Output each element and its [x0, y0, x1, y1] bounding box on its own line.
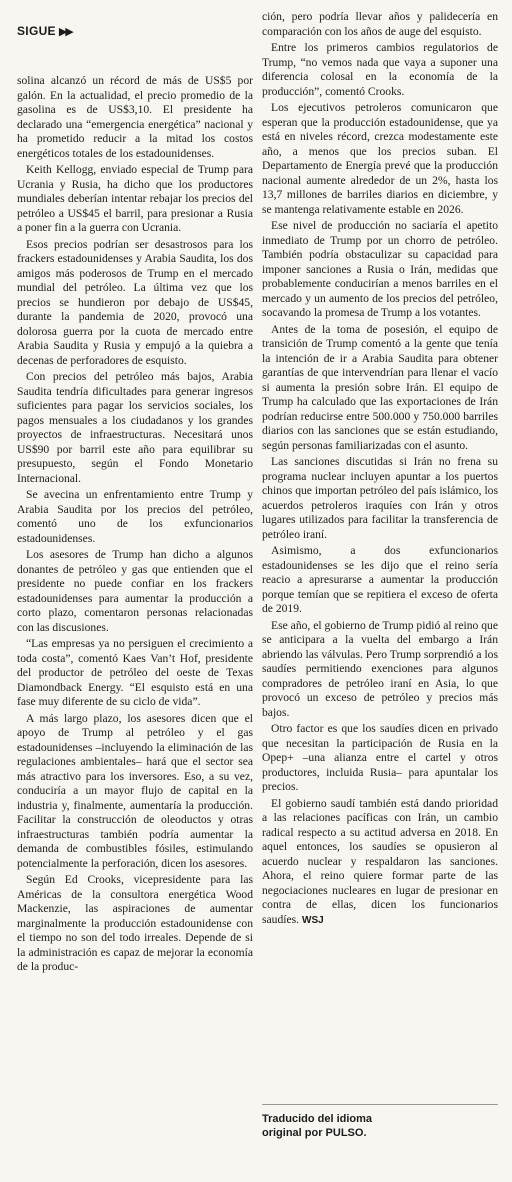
article-paragraph-text: El gobierno saudí también está dando prioridad a las relaciones pacíficas con Irán, un cambio radical respecto a su actitud adversa en 2018. En aquel entonces, los saudíes se opusieron al acuerdo nuclear y respaldaron las sanciones. Ahora, el reino quiere formar parte de las negociaciones nucleares en lugar de presionar en contra de ellas, dicen los funcionarios saudíes. — [262, 796, 498, 926]
article-paragraph: A más largo plazo, los asesores dicen que el apoyo de Trump al petróleo y el gas estadounidenses –incluyendo la eliminación de las regulaciones ambientales– hará que el sector sea más atractivo para los inversores. Eso, a su vez, conduciría a un mayor flujo de capital en la industria y, finalmente, aumentaría la producción. Facilitar la construcción de oleoductos y otras infraestructuras también podría aumentar la demanda de combustibles fósiles, estimulando potencialmente la perforación, dicen los asesores. — [17, 711, 253, 870]
article-paragraph: Ese año, el gobierno de Trump pidió al reino que se anticipara a la vuelta del embargo a Irán abriendo las válvulas. Pero Trump sorprendió a los saudíes permitiendo exenciones para algunos compradores de petróleo iraní en Asia, lo que provocó un exceso de petróleo y precios más bajos. — [262, 618, 498, 719]
article-paragraph: Los asesores de Trump han dicho a algunos donantes de petróleo y gas que entienden que el presidente no puede confiar en los frackers estadounidenses para aumentar la producción a corto plazo, comentaron personas relacionadas con las discusiones. — [17, 548, 253, 634]
article-paragraph: Entre los primeros cambios regulatorios de Trump, “no vemos nada que vaya a suponer una diferencia colosal en la economía de la producción”, comentó Crooks. — [262, 41, 498, 98]
article-column-left — [17, 74, 253, 977]
article-paragraph: Keith Kellogg, enviado especial de Trump para Ucrania y Rusia, ha dicho que los productores mundiales deberían intentar rebajar los precios del petróleo a US$45 el barril, para presionar a Rusia a poner fin a la guerra con Ucrania. — [17, 163, 253, 234]
continues-text: SIGUE — [17, 24, 56, 38]
article-paragraph: Los ejecutivos petroleros comunicaron que esperan que la producción estadounidense, que ya está en niveles récord, crezca modestamente este año, a menos que los precios suban. El Departamento de Energía prevé que la producción nacional aumente alrededor de un 2%, hasta los 13,7 millones de barriles diarios en diciembre, y se mantenga relativamente estable en 2026. — [262, 101, 498, 216]
article-paragraph: Con precios del petróleo más bajos, Arabia Saudita tendría dificultades para generar ingresos suficientes para pagar los servicios sociales, los pagos mensuales a los ciudadanos y los grandes proyectos de infraestructuras. Necesitará unos US$90 por barril este año para equilibrar su presupuesto, según el Fondo Monetario Internacional. — [17, 370, 253, 485]
credit-divider — [262, 1104, 498, 1105]
article-paragraph: Se avecina un enfrentamiento entre Trump y Arabia Saudita por los precios del petróleo, comentó uno de los exfuncionarios estadounidenses. — [17, 488, 253, 545]
article-paragraph: Ese nivel de producción no saciaría el apetito inmediato de Trump por un chorro de petróleo. También podría obstaculizar su capacidad para imponer sanciones a Rusia o Irán, medidas que probablemente conducirían a menos barriles en el mercado y un aumento de los precios del petróleo, socavando la promesa de Trump a los votantes. — [262, 219, 498, 319]
article-paragraph: Otro factor es que los saudíes dicen en privado que necesitan la participación de Rusia en la Opep+ –una alianza entre el cartel y otros productores, incluida Rusia– para apuntalar los precios. — [262, 722, 498, 793]
article-paragraph: Esos precios podrían ser desastrosos para los frackers estadounidenses y Arabia Saudita, los dos amigos más poderosos de Trump en el mercado mundial del petróleo. La última vez que los precios se hundieron por debajo de US$45, durante la pandemia de 2020, provocó una dolorosa guerra por la cuota de mercado entre Arabia Saudita y Rusia y empujó a la quiebra a decenas de perforadores de esquisto. — [17, 237, 253, 367]
translation-credit — [262, 1112, 498, 1140]
article-paragraph: “Las empresas ya no persiguen el crecimiento a toda costa”, comentó Kaes Van’t Hof, presidente del productor de petróleo del oeste de Texas Diamondback Energy. “El esquisto está en una fase muy diferente de su ciclo de vida”. — [17, 637, 253, 708]
article-paragraph: ción, pero podría llevar años y palidecería en comparación con los años de auge del esquisto. — [262, 10, 498, 38]
article-final-paragraph — [262, 797, 498, 929]
article-paragraph: Asimismo, a dos exfuncionarios estadounidenses se les dijo que el reino sería reacio a apresurarse a aumentar la producción porque temían que se repitiera el exceso de oferta de 2019. — [262, 544, 498, 615]
article-paragraph: Antes de la toma de posesión, el equipo de transición de Trump comentó a la gente que tenía la intención de ir a Arabia Saudita para obtener garantías de que intervendrían para llenar el vacío si aumenta la presión sobre Irán. El equipo de Trump ha calculado que las exportaciones de Irán podrían reducirse entre 500.000 y 750.000 barriles diarios con las sanciones que se están estudiando, según personas familiarizadas con el asunto. — [262, 322, 498, 452]
article-paragraph: solina alcanzó un récord de más de US$5 por galón. En la actualidad, el precio promedio de la gasolina es de US$3,10. El presidente ha declarado una “emergencia energética” nacional y ha prometido reducir a la mitad los costos energéticos totales de los estadounidenses. — [17, 74, 253, 160]
continues-arrows-icon: ▶▶ — [58, 26, 72, 38]
credit-line-1: Traducido del idioma — [262, 1113, 373, 1125]
source-tag: WSJ — [302, 914, 324, 926]
article-column-right — [262, 10, 498, 930]
article-paragraph: Las sanciones discutidas si Irán no frena su programa nuclear incluyen apuntar a los puertos chinos que importan petróleo del país islámico, los acuerdos petroleros iraquíes con Irán y otros lugares utilizados para facilitar la transferencia de petróleo iraní. — [262, 455, 498, 541]
credit-line-2: original por PULSO. — [262, 1127, 367, 1139]
continues-label — [17, 24, 72, 38]
article-paragraph: Según Ed Crooks, vicepresidente para las Américas de la consultora energética Wood Mackenzie, las aspiraciones de aumentar marginalmente la producción estadounidense con el tiempo no son del todo irreales. Depende de si la administración es capaz de mejorar la economía de la produc- — [17, 873, 253, 973]
